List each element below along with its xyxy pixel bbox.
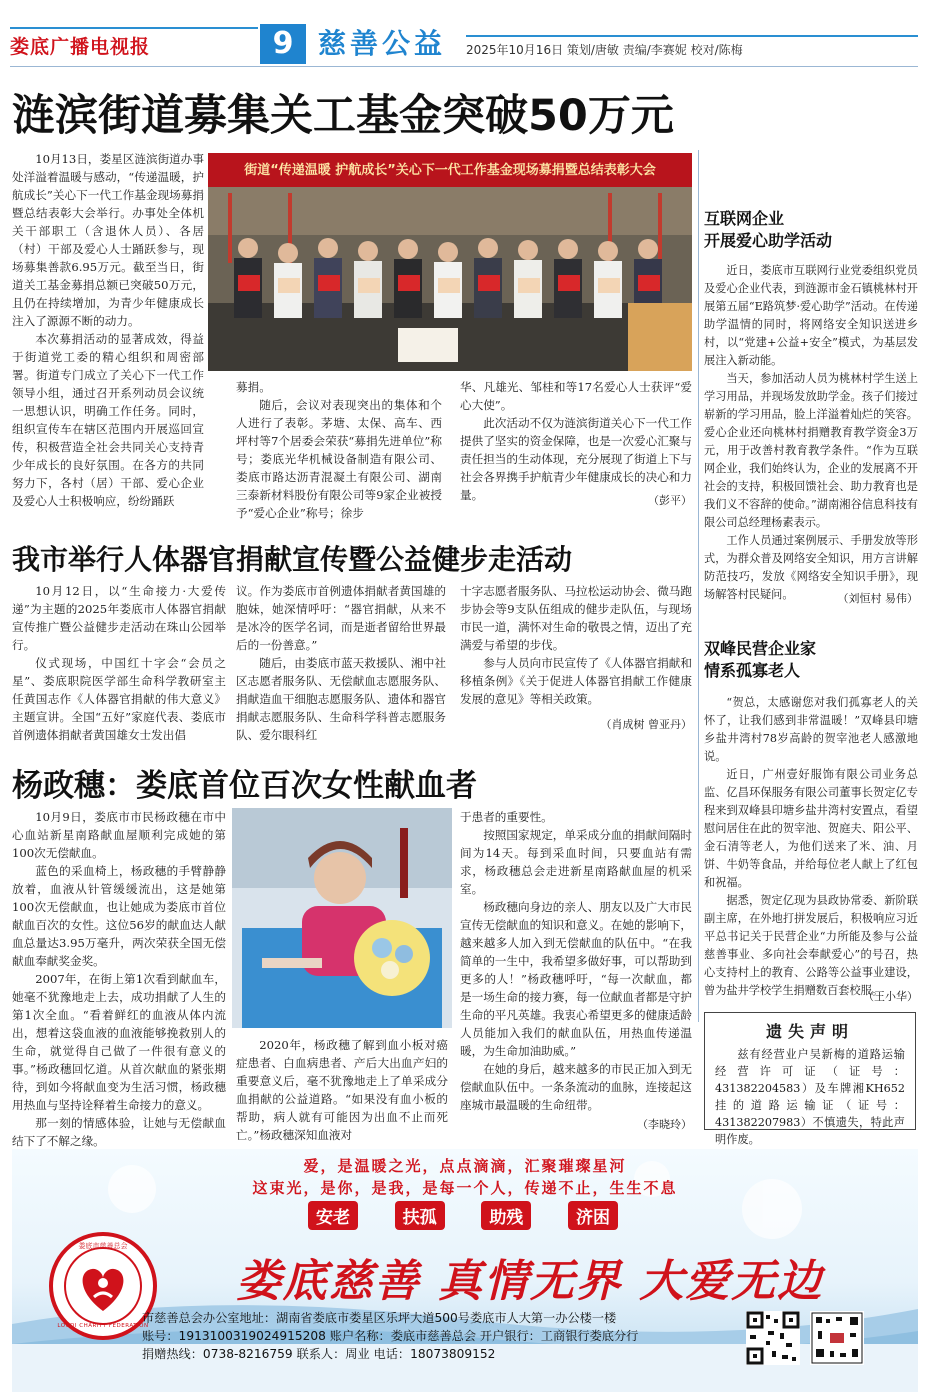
article3-photo (232, 808, 452, 1028)
ad-account: 账号：1913100319024915208 账户名称：娄底市慈善总会 开户银行：工商银行娄底分行 (142, 1329, 639, 1343)
ad-tag: 扶孤 (395, 1201, 445, 1230)
article2-col2 (236, 582, 446, 742)
column-divider (698, 150, 699, 1022)
header-rule-right (466, 35, 918, 37)
sidebar1-p1: 近日，娄底市互联网行业党委组织党员及爱心企业代表，到涟源市金石镇桃林村开展第五届“E路筑梦·爱心助学”活动。在传递助学温情的同时，将网络安全知识送进乡村，以“党建+公益+安全”模式，为基层发展注入新动能。 (704, 264, 918, 367)
article3-col3-p4: 在她的身后，越来越多的市民正加入到无偿献血队伍中。一条条流动的血脉，连接起这座城市最温暖的生命纽带。 (460, 1062, 692, 1112)
sidebar2-p3: 据悉，贺定亿现为县政协常委、新阶联副主席，在外地打拼发展后，积极响应习近平总书记关于民营企业“力所能及参与公益慈善事业、多向社会奉献爱心”的号召，热心支持村上的教育、公路等公益事业建设，曾为盐井学校学生捐赠数百套校服。 (704, 894, 918, 997)
ad-tag: 安老 (308, 1201, 358, 1230)
sidebar1-p2: 当天，参加活动人员为桃林村学生送上学习用品，并现场发放助学金。孩子们接过崭新的学习用品，脸上洋溢着灿烂的笑容。爱心企业还向桃林村捐赠教育教学资金3万元，用于改善村教育教学条件。“作为互联网企业，我们始终认为，企业的发展离不开社会的支持，积极回馈社会、助力教育也是我们义不容辞的使命。”湖南湘谷信息科技有限公司总经理杨素表示。 (704, 372, 918, 529)
article2-col3-p2: 参与人员向市民宣传了《人体器官捐献和移植条例》《关于促进人体器官捐献工作健康发展的意见》等相关政策。 (460, 656, 692, 706)
header-divider (10, 66, 918, 67)
article2-col1-p2: 仪式现场，中国红十字会“会员之星”、娄底职院医学部生命科学教研室主任黄国志作《人体器官捐献的伟大意义》主题宣讲。全国“五好”家庭代表、娄底市首例遗体捐献者黄国雄女士发出倡 (12, 656, 226, 742)
header-rule-left (10, 27, 258, 29)
charity-ad-banner (12, 1149, 918, 1392)
sidebar2-title (704, 638, 918, 682)
article1-col3-p2: 此次活动不仅为涟滨街道关心下一代工作提供了坚实的资金保障，也是一次爱心汇聚与责任担当的生动体现，充分展现了街道上下与社会各界携手护航青少年健康成长的决心和力量。 (460, 416, 692, 502)
ad-hotline: 捐赠热线：0738-8216759 联系人：周业 电话：18073809152 (142, 1347, 496, 1361)
sidebar1-title-line2: 开展爱心助学活动 (704, 231, 833, 250)
ad-big-slogan: 娄底慈善 真情无界 大爱无边 (236, 1256, 824, 1307)
qr-code-icon (810, 1311, 864, 1365)
logo-ring-text: LOUDI CHARITY FEDERATION (57, 1323, 149, 1329)
lost-notice-text: 兹有经营业户吴新梅的道路运输经营许可证（证号：431382204583）及车牌湘KH652挂的道路运输证（证号：431382207983）不慎遗失，特此声明作废。 (715, 1048, 905, 1146)
ad-slogan-2: 这束光，是你，是我，是每一个人，传递不止，生生不息 (252, 1179, 678, 1197)
sidebar1-title-line1: 互联网企业 (704, 209, 785, 228)
article2-col2-p1: 议。作为娄底市首例遗体捐献者黄国雄的胞妹，她深情呼吁：“器官捐献，从来不是冰冷的医学名词，而是逝者留给世界最后的一份善意。” (236, 584, 446, 652)
ad-slogan-1: 爱，是温暖之光，点点滴滴，汇聚璀璨星河 (303, 1157, 627, 1175)
sidebar2-title-line1: 双峰民营企业家 (704, 639, 817, 658)
paper-name: 娄底广播电视报 (10, 36, 151, 58)
article2-col3-p1: 十字志愿者服务队、马拉松运动协会、微马跑步协会等9支队伍组成的健步走队伍，与现场市民一道，满怀对生命的敬畏之情，迈出了充满爱与希望的步伐。 (460, 584, 692, 652)
ad-tags (308, 1201, 618, 1230)
lost-notice-title: 遗失声明 (765, 1022, 854, 1041)
article3-title: 杨政穗：娄底首位百次女性献血者 (12, 768, 477, 804)
sidebar2-byline: （王小华） (863, 990, 918, 1003)
sidebar1-p3: 工作人员通过案例展示、手册发放等形式，为群众普及网络安全知识，用方言讲解防范技巧，发放《网络安全知识手册》，现场解答村民疑问。 (704, 534, 918, 601)
ad-tag: 助残 (481, 1201, 531, 1230)
article2-col3 (460, 582, 692, 714)
article3-col1 (12, 808, 226, 1148)
sidebar2-p2: 近日，广州壹好服饰有限公司业务总监、亿昌环保服务有限公司董事长贺定亿专程来到双峰县印塘乡盐井湾村安置点，看望慰问居住在此的贺宰池、贺庭夫、阳公平、金石清等老人，为他们送来了米、油、月饼、牛奶等食品，并给每位老人献上了红包和祝福。 (704, 768, 918, 889)
article3-col1-p4: 那一刻的情感体验，让她与无偿献血结下了不解之缘。 (12, 1116, 226, 1148)
article3-col2-p1: 2020年，杨政穗了解到血小板对癌症患者、白血病患者、产后大出血产妇的重要意义后，毫不犹豫地走上了单采成分血捐献的公益道路。“如果没有血小板的帮助，病人就有可能因为出血不止而死亡。”杨政穗深知血液对 (236, 1038, 448, 1142)
lost-notice-box (704, 1012, 916, 1146)
article3-col3-p3: 杨政穗向身边的亲人、朋友以及广大市民宣传无偿献血的知识和意义。在她的影响下，越来越多人加入到无偿献血的队伍中。“在我简单的一生中，我希望多做好事，可以帮助到更多的人！”杨政穗呼吁，“每一次献血，都是一场生命的接力赛，每一位献血者都是守护生命的平凡英雄。我衷心希望更多的健康适龄人员能加入我们的献血队伍，用热血传递温暖，为生命加油助威。” (460, 900, 692, 1058)
article1-photo (208, 153, 692, 371)
article2-col1-p1: 10月12日，以“生命接力·大爱传递”为主题的2025年娄底市人体器官捐献宣传推广暨公益健步走活动在珠山公园举行。 (12, 584, 226, 652)
sidebar2-title-line2: 情系孤寡老人 (704, 661, 801, 680)
page-number: 9 (260, 24, 306, 64)
article2-col1 (12, 582, 226, 742)
article2-col2-p2: 随后，由娄底市蓝天救援队、湘中社区志愿者服务队、无偿献血志愿服务队、捐献造血干细胞志愿服务队、遗体和器官捐献志愿服务队、生命科学科普志愿服务队、爱尔眼科红 (236, 656, 446, 742)
article1-col2-p1: 募捐。 (236, 380, 271, 394)
section-title: 慈善公益 (318, 27, 447, 60)
article1-col1-p1: 10月13日，娄星区涟滨街道办事处洋溢着温暖与感动，“传递温暖，护航成长”关心下一代工作基金现场募捐暨总结表彰大会举行。办事处全体机关干部职工（含退休人员）、各居（村）干部及爱心人士踊跃参与，现场募集善款6.95万元。截至当日，街道关工基金募捐总额已突破50万元，且仍在持续增加，为青少年健康成长注入了源源不断的动力。 (12, 152, 204, 328)
article1-col1 (12, 150, 204, 510)
article1-col2-p2: 随后，会议对表现突出的集体和个人进行了表彰。茅塘、太保、高车、西坪村等7个居委会荣获“募捐先进单位”称号；娄底光华机械设备制造有限公司、娄底市路达沥青混凝土有限公司、湖南三泰新材料股份有限公司等9家企业被授予“爱心企业”称号；徐步 (236, 398, 442, 520)
article3-col3 (460, 808, 692, 1132)
article1-byline: （彭平） (648, 494, 692, 507)
article1-col3-p1: 华、凡雄光、邹桂和等17名爱心人士获评“爱心大使”。 (460, 380, 692, 412)
article3-col3-p1: 于患者的重要性。 (460, 810, 553, 824)
article3-col1-p2: 蓝色的采血椅上，杨政穗的手臂静静放着，血液从针管缓缓流出，这是她第100次无偿献血，也让她成为娄底市首位献血百次的女性。这位56岁的献血达人献血总量达3.95万毫升，两次荣获全国无偿献血奉献奖金奖。 (12, 864, 226, 968)
article3-col3-p2: 按照国家规定，单采成分血的捐献间隔时间为14天。每到采血时间，只要血站有需求，杨政穗总会走进新星南路献血屋的机采室。 (460, 828, 692, 896)
photo-banner-text: 街道“传递温暖 护航成长”关心下一代工作基金现场募捐暨总结表彰大会 (244, 163, 656, 178)
sidebar2-p1: “贺总，太感谢您对我们孤寡老人的关怀了，让我们感到非常温暖！”双峰县印塘乡盐井湾村78岁高龄的贺宰池老人感激地说。 (704, 696, 918, 763)
article1-title: 涟滨街道募集关工基金突破50万元 (12, 91, 674, 141)
article1-col1-p2: 本次募捐活动的显著成效，得益于街道党工委的精心组织和周密部署。街道专门成立了关心下一代工作领导小组，通过召开系列动员会议统一思想认识，明确工作任务。同时，组织宣传车在辖区范围内开展巡回宣传，积极营造全社会共同关心支持青少年成长的良好氛围。在各方的共同努力下，各村（居）干部、爱心企业及爱心人士积极响应，纷纷踊跃 (12, 332, 204, 508)
article1-col2 (236, 378, 442, 520)
article2-title: 我市举行人体器官捐献宣传暨公益健步走活动 (12, 543, 573, 576)
article3-col1-p1: 10月9日，娄底市市民杨政穗在市中心血站新星南路献血屋顺利完成她的第100次无偿献血。 (12, 810, 226, 860)
header-info: 2025年10月16日 策划/唐敏 责编/李赛妮 校对/陈梅 (466, 43, 743, 57)
ad-address: 市慈善总会办公室地址：湖南省娄底市娄星区乐坪大道500号娄底市人大第一办公楼一楼 (142, 1311, 617, 1325)
sidebar1-title (704, 208, 918, 252)
ad-contact-block (142, 1309, 742, 1363)
article3-col2 (236, 1036, 448, 1142)
article2-byline: （肖成树 曾亚丹） (600, 718, 692, 731)
logo-top-text: 娄底市慈善总会 (78, 1242, 128, 1250)
article3-col1-p3: 2007年，在街上第1次看到献血车，她毫不犹豫地走上去，成功捐献了人生的第1次全血。“看着鲜红的血液从体内流出，想着这袋血液的血液能够挽救别人的生命，就觉得自己做了一件很有意义的事。”杨政穗回忆道。从首次献血的紧张期待，到如今将献血变为生活习惯，杨政穗用热血与坚持诠释着生命接力的意义。 (12, 972, 226, 1112)
sidebar1-byline: （刘恒村 易伟） (837, 592, 918, 605)
qr-code-icon (746, 1311, 800, 1365)
ad-tag: 济困 (568, 1201, 618, 1230)
article3-byline: （李晓玲） (637, 1118, 692, 1131)
